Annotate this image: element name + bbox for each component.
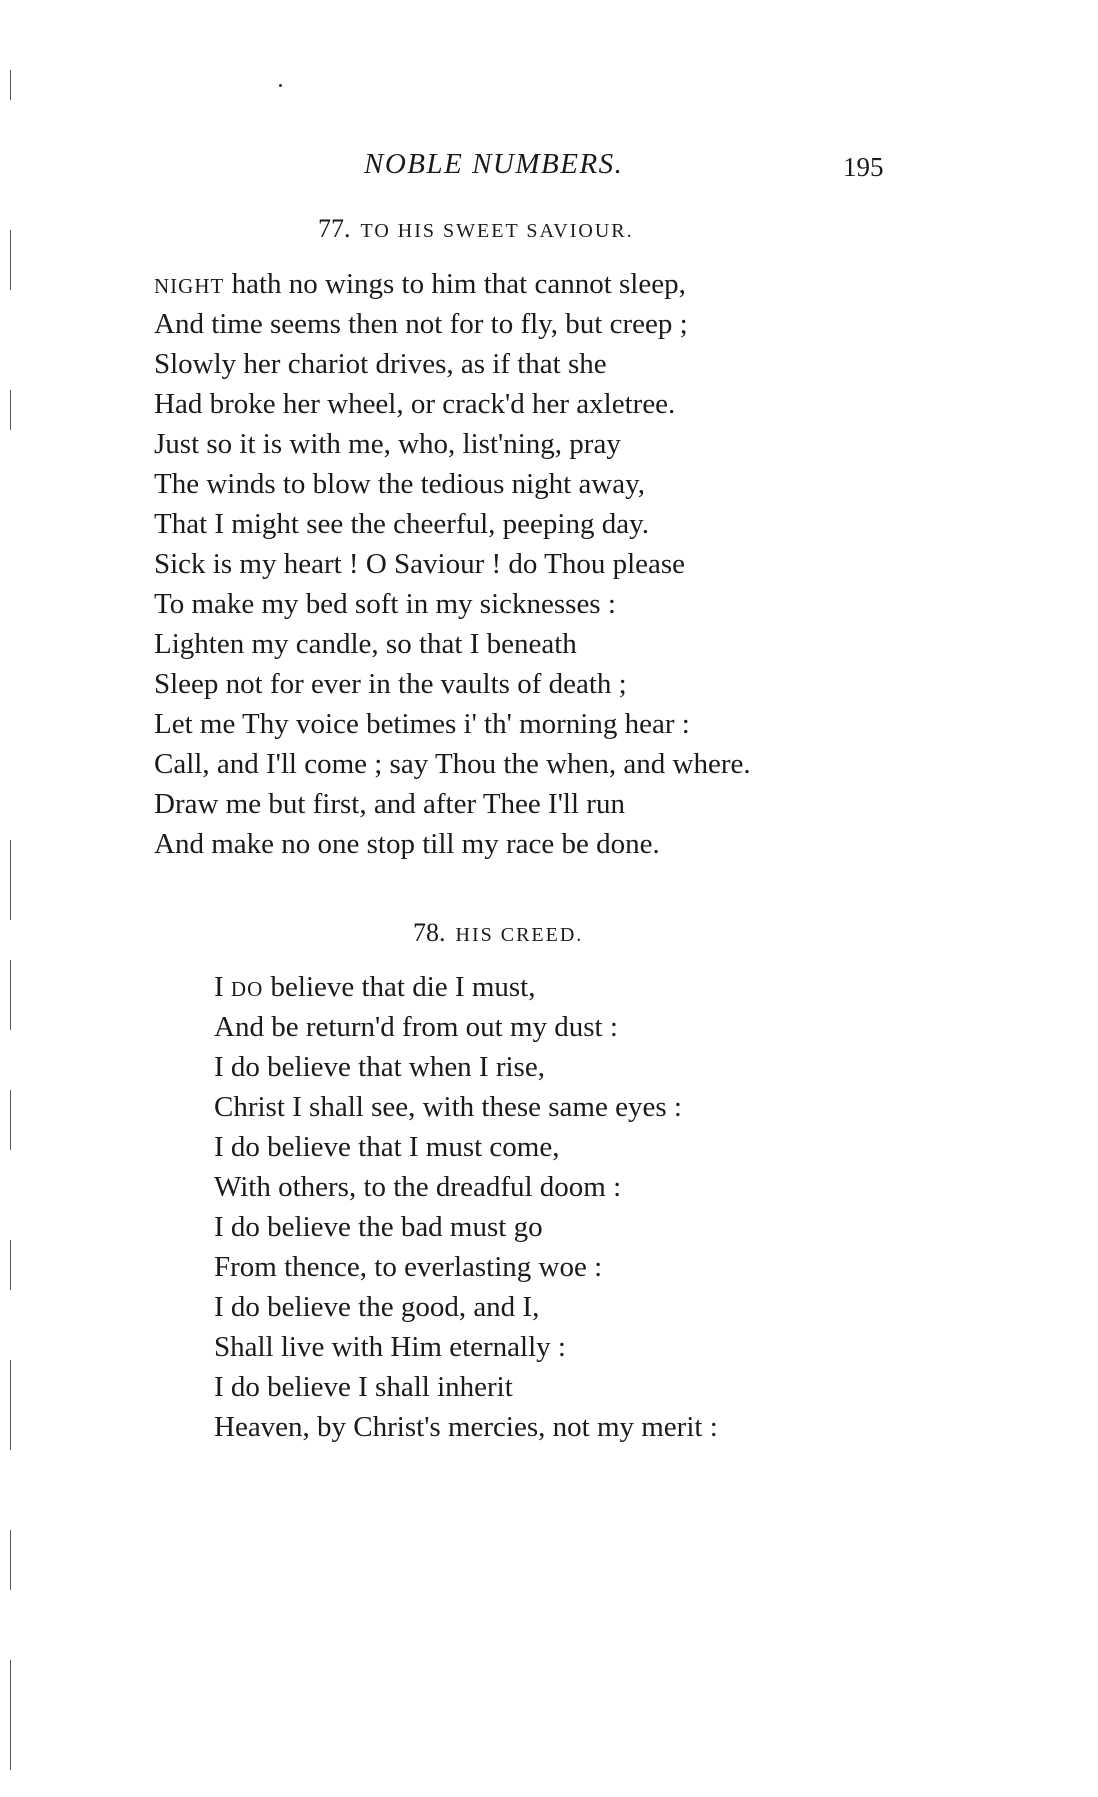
poem-77-lines — [154, 264, 751, 864]
poem-line — [214, 967, 718, 1007]
poem-line: Draw me but first, and after Thee I'll run — [154, 788, 625, 820]
poem-title-text: HIS CREED. — [455, 924, 584, 946]
poem-line: I do believe that I must come, — [214, 1131, 560, 1163]
poem-number: 78. — [413, 918, 446, 947]
poem-line: Heaven, by Christ's mercies, not my merit : — [214, 1411, 718, 1443]
scan-edge-marks — [10, 60, 18, 1780]
poem-title-77 — [318, 214, 634, 244]
poem-line: And be return'd from out my dust : — [214, 1011, 618, 1043]
poem-line: And time seems then not for to fly, but creep ; — [154, 308, 688, 340]
line-lead: I — [214, 971, 231, 1003]
poem-line: I do believe the bad must go — [214, 1211, 543, 1243]
poem-line: Call, and I'll come ; say Thou the when, and where. — [154, 748, 751, 780]
poem-line: Christ I shall see, with these same eyes : — [214, 1091, 682, 1123]
poem-line: I do believe that when I rise, — [214, 1051, 545, 1083]
line-text: hath no wings to him that cannot sleep, — [224, 268, 686, 300]
poem-line: Just so it is with me, who, list'ning, pray — [154, 428, 621, 460]
running-head: NOBLE NUMBERS. — [364, 148, 624, 180]
scan-speck — [279, 84, 282, 87]
poem-line: Let me Thy voice betimes i' th' morning hear : — [154, 708, 690, 740]
poem-line: I do believe the good, and I, — [214, 1291, 540, 1323]
poem-line: Slowly her chariot drives, as if that she — [154, 348, 607, 380]
poem-line: Sick is my heart ! O Saviour ! do Thou please — [154, 548, 686, 580]
poem-line: To make my bed soft in my sicknesses : — [154, 588, 616, 620]
poem-line: The winds to blow the tedious night away, — [154, 468, 646, 500]
poem-78-lines — [214, 967, 718, 1447]
poem-line: With others, to the dreadful doom : — [214, 1171, 622, 1203]
small-caps-opening: NIGHT — [154, 274, 225, 298]
poem-line: Shall live with Him eternally : — [214, 1331, 566, 1363]
poem-line — [154, 264, 751, 304]
line-text: believe that die I must, — [263, 971, 536, 1003]
poem-line: I do believe I shall inherit — [214, 1371, 513, 1403]
poem-line: That I might see the cheerful, peeping day. — [154, 508, 649, 540]
poem-line: And make no one stop till my race be done. — [154, 828, 660, 860]
poem-number: 77. — [318, 214, 351, 243]
poem-line: Sleep not for ever in the vaults of death ; — [154, 668, 627, 700]
poem-title-text: TO HIS SWEET SAVIOUR. — [360, 220, 634, 242]
poem-line: From thence, to everlasting woe : — [214, 1251, 603, 1283]
poem-title-78 — [413, 918, 583, 948]
small-caps-opening: DO — [230, 977, 264, 1001]
page-number: 195 — [843, 152, 884, 182]
poem-line: Lighten my candle, so that I beneath — [154, 628, 577, 660]
poem-line: Had broke her wheel, or crack'd her axletree. — [154, 388, 676, 420]
